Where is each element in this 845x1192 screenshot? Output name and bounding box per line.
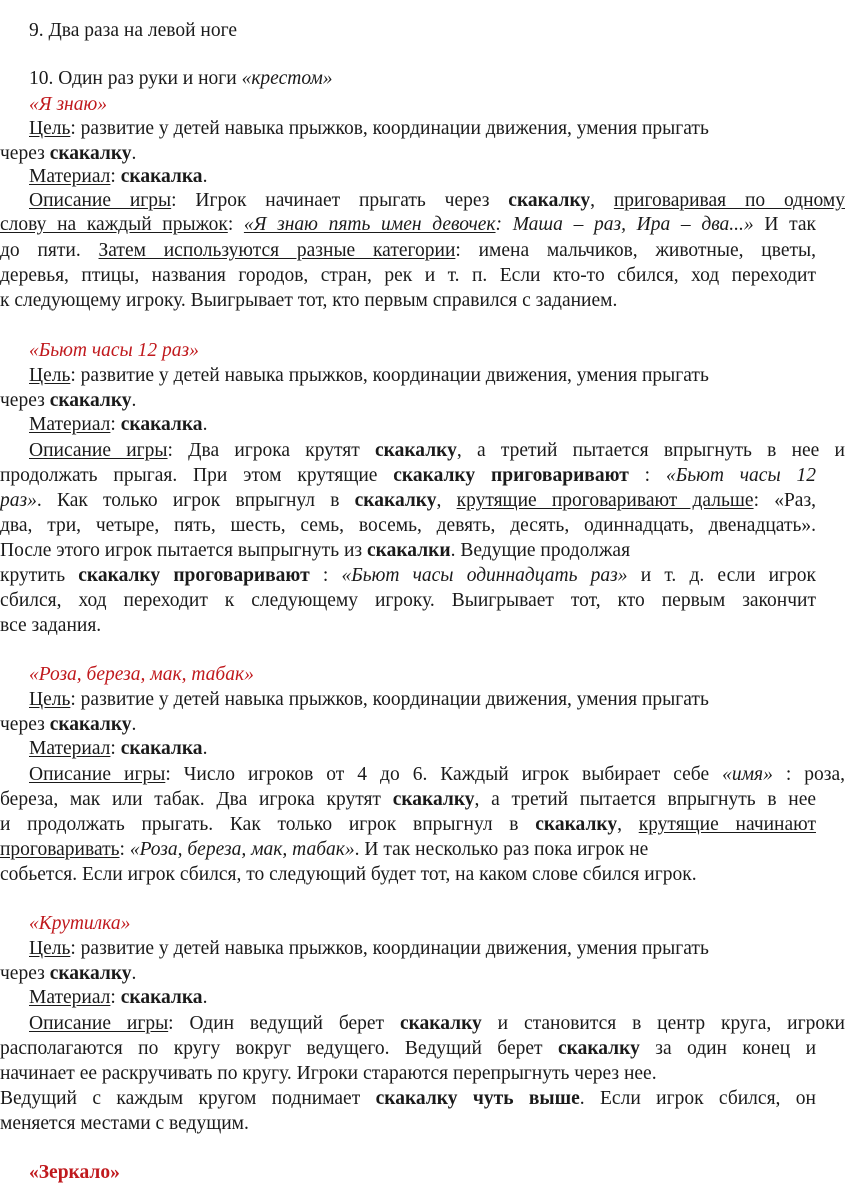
underlined-text: Цель xyxy=(29,938,71,959)
text-run: : роза, xyxy=(772,764,845,785)
text-run: После этого игрок пытается выпрыгнуть из xyxy=(0,540,367,561)
bold-term: скакалки xyxy=(367,540,451,561)
underlined-text: Цель xyxy=(29,689,71,710)
bold-term: скакалку чуть выше xyxy=(375,1088,580,1109)
text-line xyxy=(0,862,816,888)
text-run: через xyxy=(0,390,50,411)
text-run: . Если игрок сбился, он xyxy=(579,1088,816,1109)
text-run: сбился, ход переходит к следующему игроку. Выигрывает тот, кто первым закончит xyxy=(0,590,816,611)
text-run: продолжать прыгая. При этом крутящие xyxy=(0,465,394,486)
italic-quote: «Бьют часы 12 xyxy=(665,465,817,486)
bold-term: скакалку xyxy=(49,143,132,164)
text-run: : Один ведущий берет xyxy=(168,1013,400,1034)
text-run: : xyxy=(110,987,121,1008)
text-run: через xyxy=(0,714,50,735)
italic-quote: раз» xyxy=(0,490,37,511)
text-run: . Как только игрок впрыгнул в xyxy=(36,490,355,511)
text-run: . xyxy=(131,963,137,984)
text-line xyxy=(29,412,845,438)
game-title: «Я знаю» xyxy=(29,94,107,115)
text-line xyxy=(29,736,845,762)
bold-term: скакалку xyxy=(508,190,591,211)
text-line xyxy=(0,563,816,589)
text-line xyxy=(0,961,816,987)
text-line xyxy=(29,363,845,389)
text-run: меняется местами с ведущим. xyxy=(0,1113,249,1134)
bold-term: скакалку xyxy=(535,814,618,835)
text-line xyxy=(0,1036,816,1062)
bold-term: скакалка xyxy=(120,414,203,435)
underlined-text: Затем используются разные категории xyxy=(98,240,456,261)
underlined-text: Цель xyxy=(29,118,71,139)
text-line xyxy=(0,613,816,639)
text-line xyxy=(29,18,845,44)
text-line xyxy=(0,288,816,314)
game-title: «Бьют часы 12 раз» xyxy=(29,340,199,361)
text-run: . xyxy=(131,143,137,164)
text-run: до пяти. xyxy=(0,240,99,261)
text-run: : Игрок начинает прыгать через xyxy=(171,190,509,211)
italic-quote: «крестом» xyxy=(241,68,333,89)
text-run: через xyxy=(0,963,50,984)
text-run: крутить xyxy=(0,565,79,586)
text-line xyxy=(0,812,816,838)
text-run: через xyxy=(0,143,50,164)
text-run: и т. д. если игрок xyxy=(627,565,816,586)
text-line xyxy=(0,263,816,289)
text-line xyxy=(29,338,845,364)
text-line xyxy=(0,212,816,238)
text-run: 9. Два раза на левой ноге xyxy=(29,20,237,41)
text-run: : xyxy=(110,738,121,759)
text-run: : развитие у детей навыка прыжков, координации движения, умения прыгать xyxy=(70,118,709,139)
text-run: , xyxy=(590,190,614,211)
text-run: : развитие у детей навыка прыжков, координации движения, умения прыгать xyxy=(70,365,709,386)
text-run: И так xyxy=(753,214,816,235)
text-run: : Число игроков от 4 до 6. Каждый игрок выбирает себе xyxy=(165,764,723,785)
text-run: , xyxy=(436,490,457,511)
text-run: . xyxy=(202,738,208,759)
bold-term: скакалку xyxy=(49,714,132,735)
text-line xyxy=(29,92,845,118)
text-run: береза, мак или табак. Два игрока крутят xyxy=(0,789,393,810)
text-run: : xyxy=(628,465,666,486)
text-line xyxy=(0,837,816,863)
text-line xyxy=(29,116,845,142)
text-run: деревья, птицы, названия городов, стран, рек и т. п. Если кто-то сбился, ход переходит xyxy=(0,265,816,286)
text-line xyxy=(0,488,816,514)
bold-term: скакалку приговаривают xyxy=(393,465,629,486)
bold-term: скакалку xyxy=(557,1038,640,1059)
underlined-text: Материал xyxy=(29,166,111,187)
text-line xyxy=(29,936,845,962)
text-run: : xyxy=(309,565,342,586)
text-run: все задания. xyxy=(0,615,102,636)
text-line xyxy=(29,164,845,190)
game-title: «Роза, береза, мак, табак» xyxy=(29,664,254,685)
text-line xyxy=(0,538,816,564)
text-line xyxy=(0,388,816,414)
text-run: начинает ее раскручивать по кругу. Игроки стараются перепрыгнуть через нее. xyxy=(0,1063,657,1084)
text-run: : «Раз, xyxy=(753,490,817,511)
text-run: : развитие у детей навыка прыжков, координации движения, умения прыгать xyxy=(70,689,709,710)
text-run: и становится в центр круга, игроки xyxy=(481,1013,845,1034)
text-line xyxy=(0,1061,816,1087)
bold-term: скакалку xyxy=(354,490,437,511)
text-run: два, три, четыре, пять, шесть, семь, восемь, девять, десять, одиннадцать, двенадцать». xyxy=(0,515,816,536)
bold-term: скакалка xyxy=(120,166,203,187)
text-run: : xyxy=(110,414,121,435)
bold-term: скакалку xyxy=(375,440,457,461)
underlined-text: «Я знаю пять имен девочек xyxy=(243,214,496,235)
text-run: за один конец и xyxy=(639,1038,816,1059)
underlined-text: Описание игры xyxy=(29,764,166,785)
text-line xyxy=(29,1160,845,1186)
bold-term: скакалку xyxy=(49,963,132,984)
text-run: располагаются по кругу вокруг ведущего. Ведущий берет xyxy=(0,1038,558,1059)
game-title: «Зеркало» xyxy=(29,1162,120,1183)
underlined-text: Материал xyxy=(29,987,111,1008)
text-run: : xyxy=(227,214,244,235)
text-line xyxy=(29,66,845,92)
underlined-text: крутящие начинают xyxy=(638,814,816,835)
italic-quote: «Роза, береза, мак, табак» xyxy=(129,839,355,860)
text-run: . Ведущие продолжая xyxy=(450,540,631,561)
underlined-text: крутящие проговаривают дальше xyxy=(456,490,754,511)
bold-term: скакалку xyxy=(399,1013,482,1034)
bold-term: скакалку xyxy=(392,789,475,810)
text-line xyxy=(0,141,816,167)
text-line xyxy=(29,1011,845,1037)
text-line xyxy=(0,1111,816,1137)
italic-quote: «имя» xyxy=(722,764,773,785)
text-run: , а третий пытается впрыгнуть в нее и xyxy=(456,440,845,461)
text-line xyxy=(0,712,816,738)
bold-term: скакалка xyxy=(120,738,203,759)
bold-term: скакалка xyxy=(120,987,203,1008)
italic-quote: : Маша – раз, Ира – два...» xyxy=(495,214,754,235)
underlined-text: приговаривая по одному xyxy=(613,190,845,211)
text-line xyxy=(29,762,845,788)
underlined-text: Материал xyxy=(29,738,111,759)
text-run: , а третий пытается впрыгнуть в нее xyxy=(474,789,817,810)
text-run: : имена мальчиков, животные, цветы, xyxy=(455,240,816,261)
text-line xyxy=(29,662,845,688)
underlined-text: Описание игры xyxy=(29,1013,169,1034)
bold-term: скакалку xyxy=(49,390,132,411)
text-run: . xyxy=(202,987,208,1008)
underlined-text: Описание игры xyxy=(29,190,172,211)
text-line xyxy=(29,438,845,464)
text-run: . xyxy=(131,390,137,411)
text-line xyxy=(29,188,845,214)
underlined-text: проговаривать xyxy=(0,839,120,860)
underlined-text: Материал xyxy=(29,414,111,435)
text-line xyxy=(0,588,816,614)
game-title: «Крутилка» xyxy=(29,913,131,934)
text-run: , xyxy=(617,814,639,835)
text-line xyxy=(0,238,816,264)
text-run: и продолжать прыгать. Как только игрок впрыгнул в xyxy=(0,814,536,835)
bold-term: скакалку проговаривают xyxy=(78,565,310,586)
text-run: собьется. Если игрок сбился, то следующий будет тот, на каком слове сбился игрок. xyxy=(0,864,697,885)
italic-quote: «Бьют часы одиннадцать раз» xyxy=(341,565,628,586)
text-run: . xyxy=(202,414,208,435)
text-line xyxy=(0,1086,816,1112)
text-run: . И так несколько раз пока игрок не xyxy=(354,839,649,860)
text-line xyxy=(0,513,816,539)
text-run: 10. Один раз руки и ноги xyxy=(29,68,242,89)
text-run: . xyxy=(202,166,208,187)
text-line xyxy=(0,787,816,813)
underlined-text: Цель xyxy=(29,365,71,386)
text-run: : xyxy=(110,166,121,187)
text-run: : развитие у детей навыка прыжков, координации движения, умения прыгать xyxy=(70,938,709,959)
text-run: : xyxy=(119,839,130,860)
text-line xyxy=(29,687,845,713)
text-line xyxy=(29,911,845,937)
text-line xyxy=(29,985,845,1011)
text-run: : Два игрока крутят xyxy=(167,440,376,461)
text-line xyxy=(0,463,816,489)
underlined-text: Описание игры xyxy=(29,440,168,461)
text-run: . xyxy=(131,714,137,735)
text-run: Ведущий с каждым кругом поднимает xyxy=(0,1088,376,1109)
text-run: к следующему игроку. Выигрывает тот, кто первым справился с заданием. xyxy=(0,290,618,311)
underlined-text: слову на каждый прыжок xyxy=(0,214,228,235)
